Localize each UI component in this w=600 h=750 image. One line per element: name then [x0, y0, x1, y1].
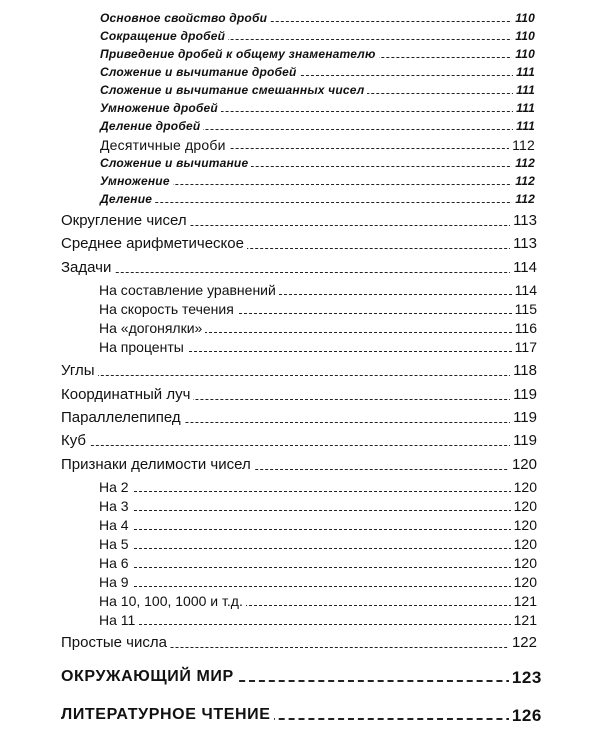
toc-entry-page: 117 [512, 339, 537, 355]
toc-entry-page: 119 [510, 386, 537, 403]
toc-entry-label: Основное свойство дроби [100, 11, 270, 25]
toc-entry-label: Параллелепипед [61, 409, 184, 426]
toc-entry-tasks[interactable] [0, 259, 600, 281]
toc-entry[interactable] [0, 156, 600, 174]
toc-subentry[interactable] [0, 517, 600, 536]
toc-entry-page: 115 [512, 301, 537, 317]
toc-entry-page: 121 [511, 612, 537, 628]
toc-entry[interactable] [0, 83, 600, 101]
toc-entry-page: 110 [512, 11, 535, 25]
toc-entry[interactable] [0, 11, 600, 29]
toc-entry[interactable] [0, 119, 600, 137]
toc-entry-label: На 6 [99, 555, 132, 571]
toc-entry-page: 120 [511, 498, 537, 514]
toc-entry-label: Среднее арифметическое [61, 235, 247, 252]
toc-section-label: ОКРУЖАЮЩИЙ МИР [61, 668, 237, 686]
toc-entry-label: Углы [61, 362, 98, 379]
toc-entry-page: 116 [512, 320, 537, 336]
toc-entry-page: 120 [511, 574, 537, 590]
toc-subentry[interactable] [0, 612, 600, 631]
toc-entry-label: На составление уравнений [99, 282, 279, 298]
toc-entry[interactable] [0, 29, 600, 47]
toc-entry-page: 114 [510, 259, 537, 276]
toc-entry-label: На 3 [99, 498, 132, 514]
toc-entry-label: Признаки делимости чисел [61, 456, 254, 473]
toc-entry-label: На 9 [99, 574, 132, 590]
toc-entry[interactable] [0, 192, 600, 210]
toc-entry-page: 111 [513, 119, 535, 133]
toc-entry-page: 120 [511, 536, 537, 552]
dot-leader [99, 567, 537, 568]
toc-section-page: 123 [509, 668, 542, 688]
toc-entry-page: 113 [510, 235, 537, 252]
toc-entry-parallelepiped[interactable] [0, 409, 600, 431]
toc-entry-label: Сокращение дробей [100, 29, 228, 43]
toc-entry-label: Округление чисел [61, 212, 190, 229]
toc-entry-label: Умножение дробей [100, 101, 221, 115]
toc-subentry[interactable] [0, 555, 600, 574]
toc-entry-page: 119 [510, 432, 537, 449]
toc-entry-page: 111 [513, 101, 535, 115]
toc-section-world[interactable] [0, 668, 600, 694]
toc-entry-label: На проценты [99, 339, 187, 355]
toc-entry-page: 120 [511, 517, 537, 533]
toc-entry-label: Задачи [61, 259, 114, 276]
toc-entry-ray[interactable] [0, 386, 600, 408]
dot-leader [99, 624, 537, 625]
toc-entry[interactable] [0, 47, 600, 65]
toc-section-reading[interactable] [0, 706, 600, 732]
toc-entry-label: На скорость течения [99, 301, 237, 317]
toc-subentry[interactable] [0, 479, 600, 498]
toc-entry-rounding[interactable] [0, 212, 600, 234]
toc-subentry[interactable] [0, 301, 600, 320]
toc-entry-page: 112 [509, 137, 535, 153]
toc-entry-mean[interactable] [0, 235, 600, 257]
toc-entry-page: 120 [511, 555, 537, 571]
toc-entry-divisibility[interactable] [0, 456, 600, 478]
toc-entry-label: Сложение и вычитание смешанных чисел [100, 83, 367, 97]
dot-leader [99, 586, 537, 587]
toc-entry-page: 112 [512, 174, 535, 188]
toc-entry-page: 119 [510, 409, 537, 426]
toc-entry-label: Приведение дробей к общему знаменателю [100, 47, 379, 61]
toc-entry-label: Куб [61, 432, 89, 449]
toc-entry-label: На «догонялки» [99, 320, 205, 336]
toc-entry-label: Десятичные дроби [100, 137, 229, 153]
toc-entry[interactable] [0, 137, 600, 155]
toc-entry-label: Простые числа [61, 634, 170, 651]
toc-entry-page: 111 [513, 65, 535, 79]
toc-entry-page: 122 [509, 634, 537, 651]
toc-entry-page: 112 [512, 156, 535, 170]
toc-entry-label: Умножение [100, 174, 173, 188]
dot-leader [61, 445, 537, 446]
toc-entry-label: На 4 [99, 517, 132, 533]
dot-leader [61, 375, 537, 376]
toc-entry-cube[interactable] [0, 432, 600, 454]
toc-entry-page: 118 [510, 362, 537, 379]
toc-entry-label: На 2 [99, 479, 132, 495]
dot-leader [61, 272, 537, 273]
toc-entry-page: 110 [512, 29, 535, 43]
dot-leader [99, 548, 537, 549]
toc-entry-label: На 10, 100, 1000 и т.д. [99, 593, 246, 609]
toc-entry-label: Координатный луч [61, 386, 193, 403]
dot-leader [99, 491, 537, 492]
toc-subentry[interactable] [0, 339, 600, 358]
toc-entry-label: На 5 [99, 536, 132, 552]
dot-leader [99, 529, 537, 530]
toc-entry[interactable] [0, 65, 600, 83]
toc-section-page: 126 [509, 706, 542, 726]
toc-entry[interactable] [0, 101, 600, 119]
toc-entry-page: 112 [512, 192, 535, 206]
toc-entry-page: 113 [510, 212, 537, 229]
toc-subentry[interactable] [0, 536, 600, 555]
toc-subentry[interactable] [0, 574, 600, 593]
toc-entry-primes[interactable] [0, 634, 600, 656]
toc-entry-label: На 11 [99, 612, 138, 628]
toc-subentry[interactable] [0, 498, 600, 517]
toc-entry-page: 114 [512, 282, 537, 298]
toc-section-label: ЛИТЕРАТУРНОЕ ЧТЕНИЕ [61, 706, 274, 724]
toc-entry-label: Деление дробей [100, 119, 203, 133]
toc-entry-page: 120 [509, 456, 537, 473]
toc-entry-label: Деление [100, 192, 155, 206]
toc-subentry[interactable] [0, 320, 600, 339]
toc-entry-angles[interactable] [0, 362, 600, 384]
toc-entry-page: 111 [513, 83, 535, 97]
toc-entry[interactable] [0, 174, 600, 192]
toc-subentry[interactable] [0, 593, 600, 612]
dot-leader [100, 202, 535, 203]
toc-entry-page: 110 [512, 47, 535, 61]
dot-leader [99, 510, 537, 511]
toc-entry-label: Сложение и вычитание дробей [100, 65, 300, 79]
toc-entry-page: 121 [511, 593, 537, 609]
toc-entry-page: 120 [511, 479, 537, 495]
toc-subentry[interactable] [0, 282, 600, 301]
toc-entry-label: Сложение и вычитание [100, 156, 251, 170]
